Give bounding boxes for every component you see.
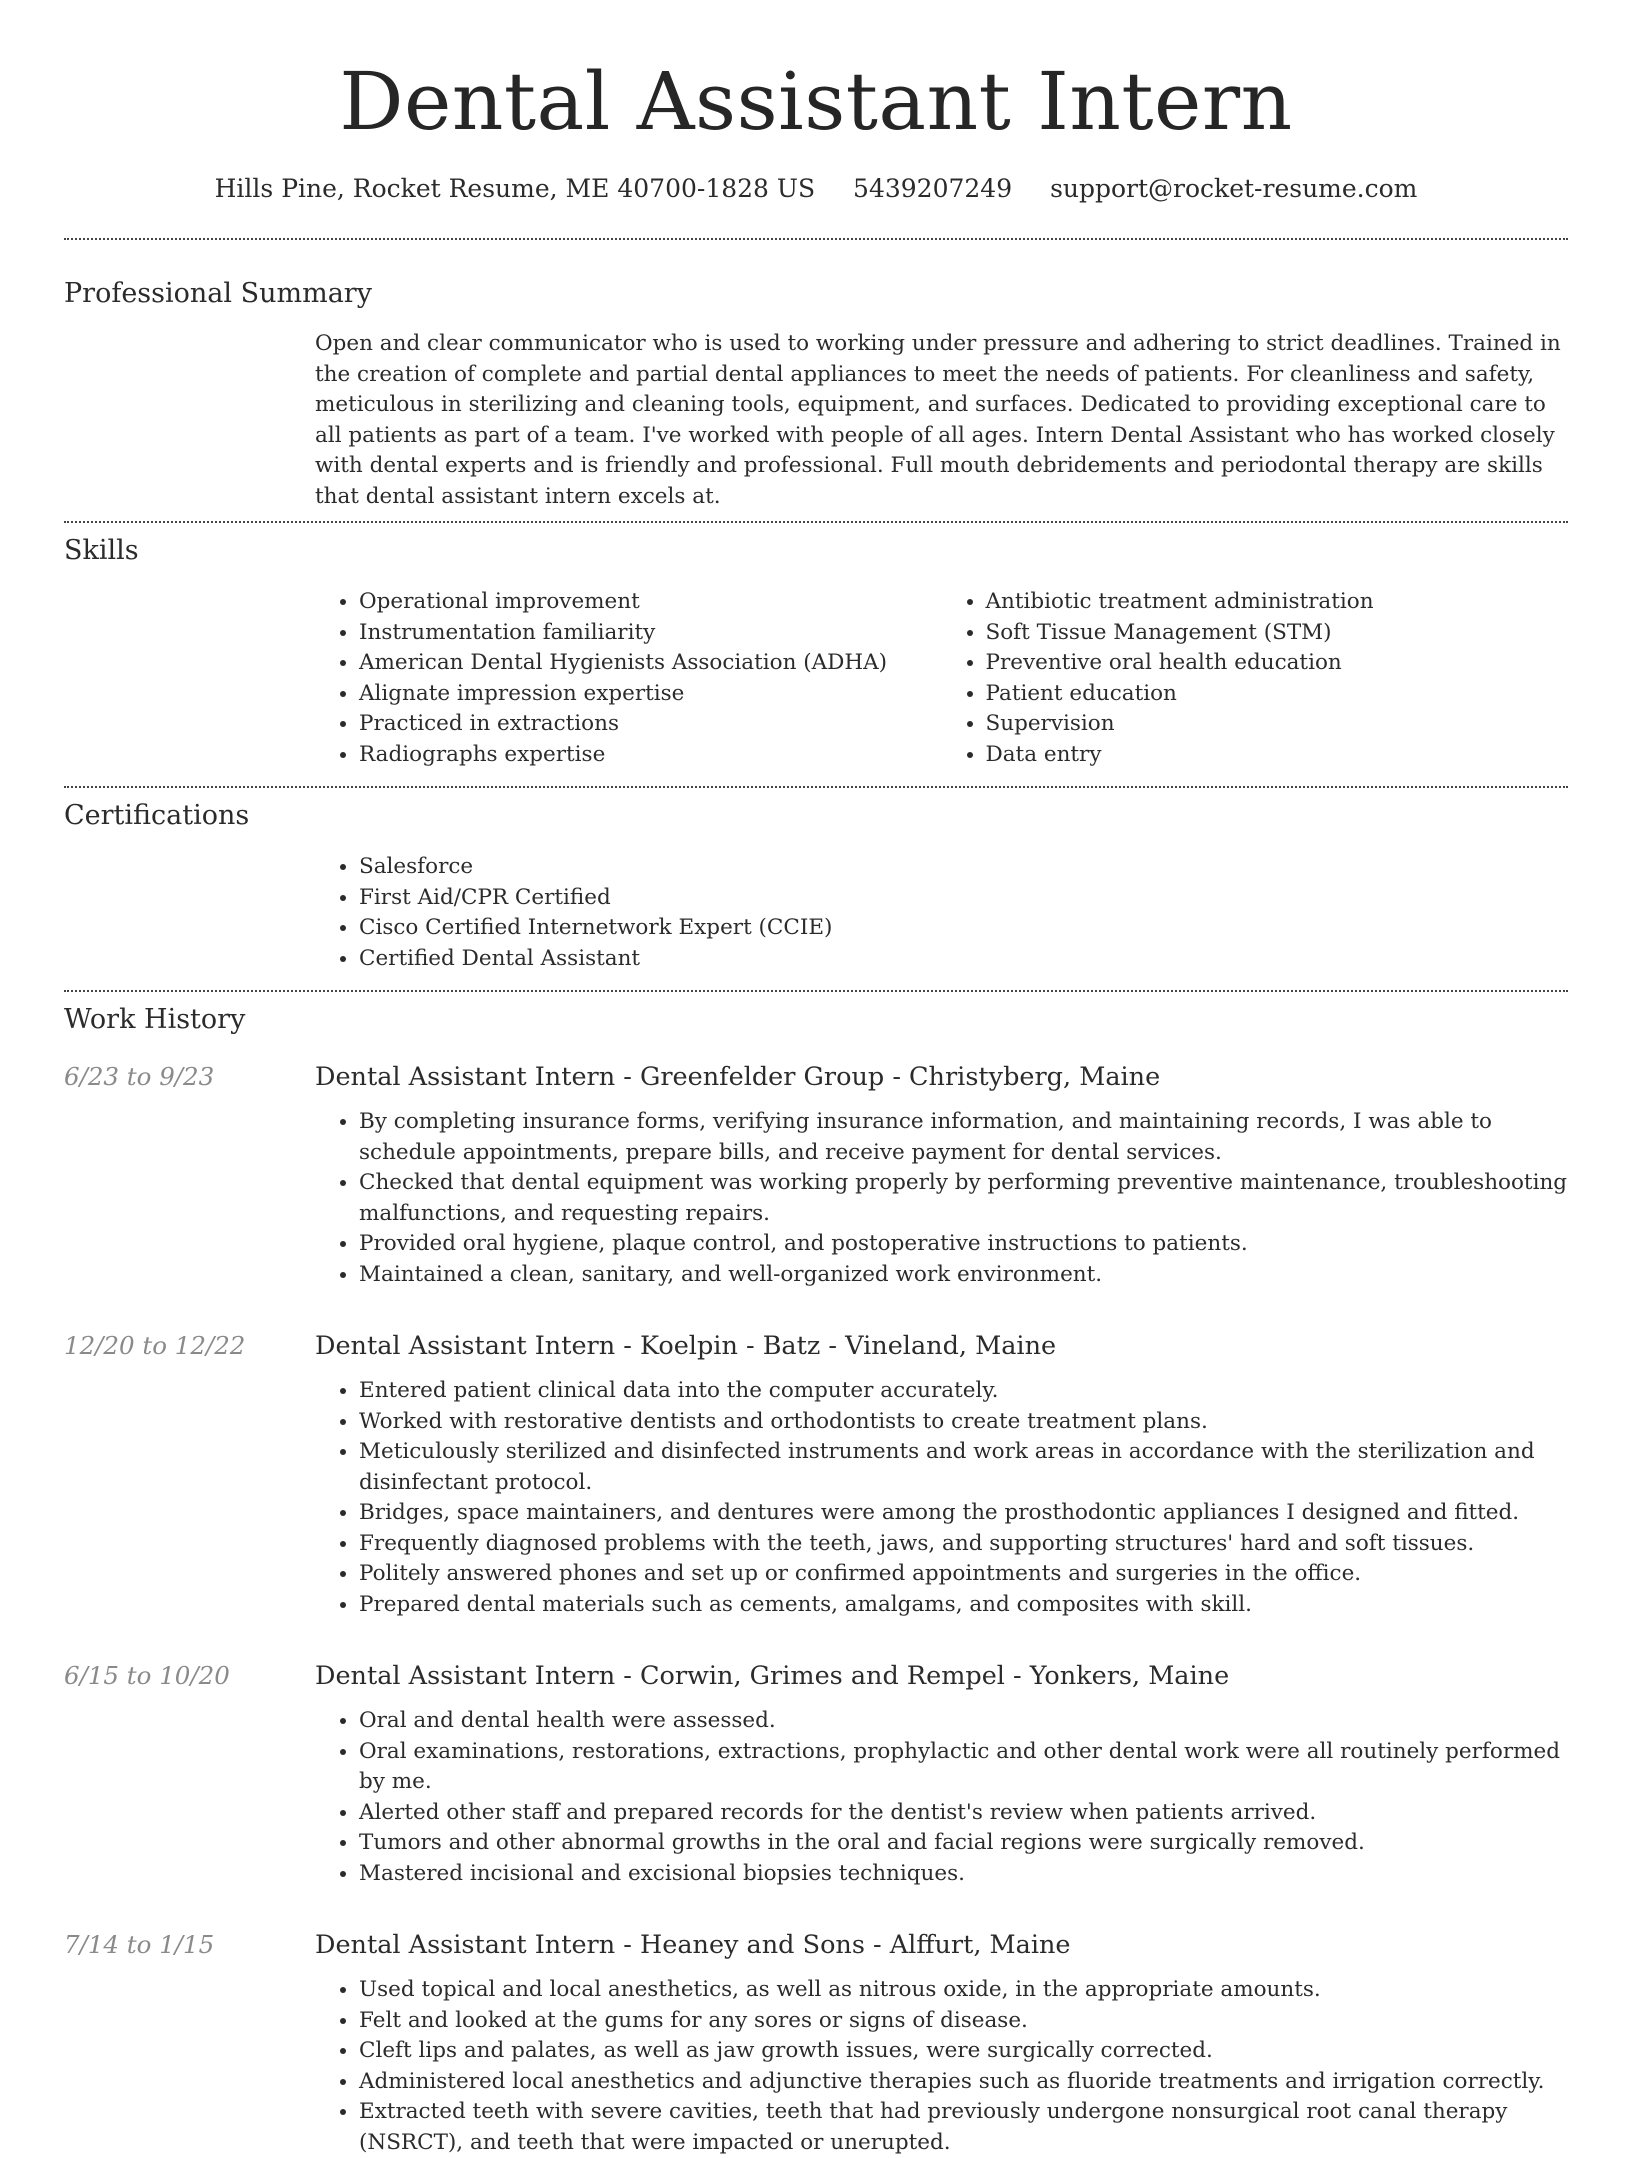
section-divider: [64, 521, 1568, 523]
job-title: Dental Assistant Intern - Corwin, Grimes and Rempel - Yonkers, Maine: [315, 1661, 1230, 1691]
job-title: Dental Assistant Intern - Greenfelder Group - Christyberg, Maine: [315, 1062, 1161, 1092]
skill-item: • Supervision: [986, 709, 1569, 740]
skill-item: • Operational improvement: [359, 587, 942, 618]
skill-item: • Antibiotic treatment administration: [986, 587, 1569, 618]
summary-heading: Professional Summary: [64, 278, 372, 309]
skill-item: • Instrumentation familiarity: [359, 618, 942, 649]
job-dates: 6/23 to 9/23: [64, 1062, 215, 1091]
candidate-name: Dental Assistant Intern: [339, 55, 1293, 148]
job-entry: [64, 1659, 1568, 1889]
contact-line: [64, 172, 1568, 206]
job-duty: • Oral examinations, restorations, extractions, prophylactic and other dental work were all routinely performed by me.: [359, 1737, 1568, 1798]
skills-list-right: [942, 587, 1569, 770]
job-duty: • Extracted teeth with severe cavities, teeth that had previously undergone nonsurgical root canal therapy (NSRCT), and teeth that were impacted or unerupted.: [359, 2097, 1568, 2158]
job-duty: • Alerted other staff and prepared records for the dentist's review when patients arrived.: [359, 1798, 1568, 1829]
job-duty: • Bridges, space maintainers, and dentures were among the prosthodontic appliances I designed and fitted.: [359, 1498, 1568, 1529]
work-history-section: [64, 1002, 1568, 2158]
job-title: Dental Assistant Intern - Heaney and Sons - Alffurt, Maine: [315, 1930, 1071, 1960]
job-entry: [64, 1329, 1568, 1620]
section-divider: [64, 238, 1568, 240]
job-duty: • Administered local anesthetics and adjunctive therapies such as fluoride treatments and irrigation correctly.: [359, 2067, 1568, 2098]
job-duty: • By completing insurance forms, verifying insurance information, and maintaining records, I was able to schedule appointments, prepare bills, and receive payment for dental services.: [359, 1107, 1568, 1168]
skill-item: • Alignate impression expertise: [359, 679, 942, 710]
skills-list-left: [315, 587, 942, 770]
skill-item: • Practiced in extractions: [359, 709, 942, 740]
job-duties: [315, 1706, 1568, 1889]
contact-phone: 5439207249: [853, 174, 1013, 203]
job-duty: • Checked that dental equipment was working properly by performing preventive maintenance, troubleshooting malfunctions, and requesting repairs.: [359, 1168, 1568, 1229]
job-duty: • Felt and looked at the gums for any sores or signs of disease.: [359, 2006, 1568, 2037]
job-duty: • Entered patient clinical data into the computer accurately.: [359, 1376, 1568, 1407]
certifications-heading: Certifications: [64, 800, 250, 831]
resume-page: [64, 0, 1568, 2158]
certification-item: • Certified Dental Assistant: [359, 944, 1568, 975]
skills-section: [64, 533, 1568, 770]
job-duty: • Prepared dental materials such as cements, amalgams, and composites with skill.: [359, 1590, 1568, 1621]
job-duty: • Meticulously sterilized and disinfected instruments and work areas in accordance with the sterilization and disinfectant protocol.: [359, 1437, 1568, 1498]
skills-heading: Skills: [64, 535, 139, 566]
job-duty: • Provided oral hygiene, plaque control, and postoperative instructions to patients.: [359, 1229, 1568, 1260]
certification-item: • Salesforce: [359, 852, 1568, 883]
job-entry: [64, 1060, 1568, 1290]
certifications-list: [315, 852, 1568, 974]
job-duty: • Worked with restorative dentists and orthodontists to create treatment plans.: [359, 1407, 1568, 1438]
job-entry: [64, 1928, 1568, 2158]
skill-item: • Patient education: [986, 679, 1569, 710]
skill-item: • Preventive oral health education: [986, 648, 1569, 679]
skills-columns: [315, 587, 1568, 770]
skill-item: • Soft Tissue Management (STM): [986, 618, 1569, 649]
job-duty: • Oral and dental health were assessed.: [359, 1706, 1568, 1737]
job-duties: [315, 1107, 1568, 1290]
job-duties: [315, 1975, 1568, 2158]
certification-item: • Cisco Certified Internetwork Expert (CCIE): [359, 913, 1568, 944]
skill-item: • Radiographs expertise: [359, 740, 942, 771]
job-duty: • Mastered incisional and excisional biopsies techniques.: [359, 1859, 1568, 1890]
section-divider: [64, 786, 1568, 788]
certifications-block: [315, 852, 1568, 974]
job-dates: 12/20 to 12/22: [64, 1331, 246, 1360]
skill-item: • Data entry: [986, 740, 1569, 771]
certifications-section: [64, 798, 1568, 974]
job-duties: [315, 1376, 1568, 1620]
job-duty: • Tumors and other abnormal growths in the oral and facial regions were surgically removed.: [359, 1828, 1568, 1859]
summary-text: Open and clear communicator who is used to working under pressure and adhering to strict deadlines. Trained in the creation of complete and partial dental appliances to meet the needs of patients. For cleanliness and safety, meticulous in sterilizing and cleaning tools, equipment, and surfaces. Dedicated to providing exceptional care to all patients as part of a team. I've worked with people of all ages. Intern Dental Assistant who has worked closely with dental experts and is friendly and professional. Full mouth debridements and periodontal therapy are skills that dental assistant intern excels at.: [315, 331, 1561, 509]
section-divider: [64, 990, 1568, 992]
summary-section: [64, 276, 1568, 512]
job-dates: 7/14 to 1/15: [64, 1930, 215, 1959]
job-duty: • Frequently diagnosed problems with the teeth, jaws, and supporting structures' hard and soft tissues.: [359, 1529, 1568, 1560]
job-duty: • Cleft lips and palates, as well as jaw growth issues, were surgically corrected.: [359, 2036, 1568, 2067]
job-title: Dental Assistant Intern - Koelpin - Batz - Vineland, Maine: [315, 1331, 1057, 1361]
job-duty: • Maintained a clean, sanitary, and well-organized work environment.: [359, 1260, 1568, 1291]
contact-email: support@rocket-resume.com: [1050, 174, 1418, 203]
job-duty: • Used topical and local anesthetics, as well as nitrous oxide, in the appropriate amounts.: [359, 1975, 1568, 2006]
work-history-heading: Work History: [64, 1004, 246, 1035]
contact-address: Hills Pine, Rocket Resume, ME 40700-1828 US: [214, 174, 816, 203]
certification-item: • First Aid/CPR Certified: [359, 883, 1568, 914]
skill-item: • American Dental Hygienists Association (ADHA): [359, 648, 942, 679]
job-dates: 6/15 to 10/20: [64, 1661, 230, 1690]
job-duty: • Politely answered phones and set up or confirmed appointments and surgeries in the office.: [359, 1559, 1568, 1590]
